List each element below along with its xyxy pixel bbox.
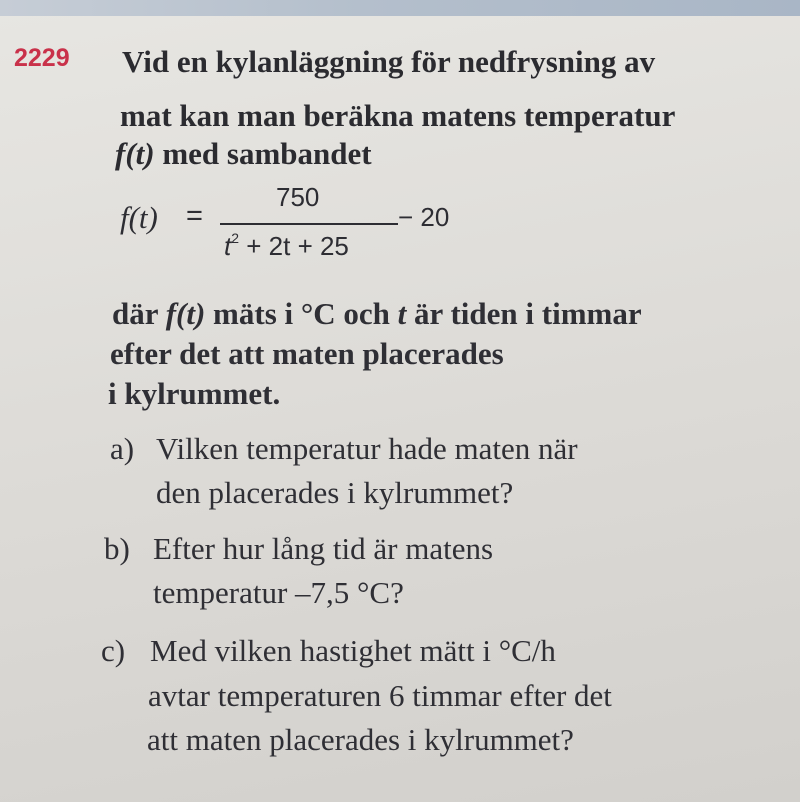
question-c-label: c) xyxy=(101,633,126,668)
question-b-label: b) xyxy=(104,531,130,566)
question-c-line-1: Med vilken hastighet mätt i °C/h xyxy=(150,633,556,668)
denominator-variable: t xyxy=(224,231,232,261)
description-line-3: i kylrummet. xyxy=(108,376,281,411)
fraction-bar xyxy=(220,223,398,225)
denominator-rest: + 2t + 25 xyxy=(239,231,349,261)
problem-number: 2229 xyxy=(14,44,70,72)
intro-line-3 xyxy=(115,136,372,172)
question-c-line-3: att maten placerades i kylrummet? xyxy=(147,722,574,757)
intro-line-3-text: med sambandet xyxy=(154,136,372,171)
formula-lhs: f(t) xyxy=(120,200,158,235)
description-text-2: mäts i °C och xyxy=(205,296,398,331)
formula-equals: = xyxy=(186,200,203,232)
formula-denominator xyxy=(224,230,349,262)
description-text-3: är tiden i timmar xyxy=(406,296,642,331)
description-line-1 xyxy=(112,296,642,332)
formula xyxy=(116,180,476,270)
top-edge-strip xyxy=(0,0,800,16)
formula-numerator: 750 xyxy=(276,182,320,212)
intro-line-1: Vid en kylanläggning för nedfrysning av xyxy=(122,44,656,79)
description-text-1: där xyxy=(112,296,166,331)
denominator-exponent: 2 xyxy=(231,230,240,246)
description-variable: t xyxy=(397,296,407,331)
formula-constant: − 20 xyxy=(398,202,450,232)
question-a-label: a) xyxy=(110,431,135,466)
question-a-line-2: den placerades i kylrummet? xyxy=(156,475,514,510)
description-function: f(t) xyxy=(165,296,206,331)
intro-line-2: mat kan man beräkna matens temperatur xyxy=(120,98,676,133)
question-b-line-1: Efter hur lång tid är matens xyxy=(153,531,494,566)
description-line-2: efter det att maten placerades xyxy=(110,336,504,371)
question-a-line-1: Vilken temperatur hade maten när xyxy=(156,431,578,466)
function-symbol: f(t) xyxy=(115,136,155,171)
question-c-line-2: avtar temperaturen 6 timmar efter det xyxy=(148,678,612,713)
question-b-line-2: temperatur –7,5 °C? xyxy=(153,575,404,610)
